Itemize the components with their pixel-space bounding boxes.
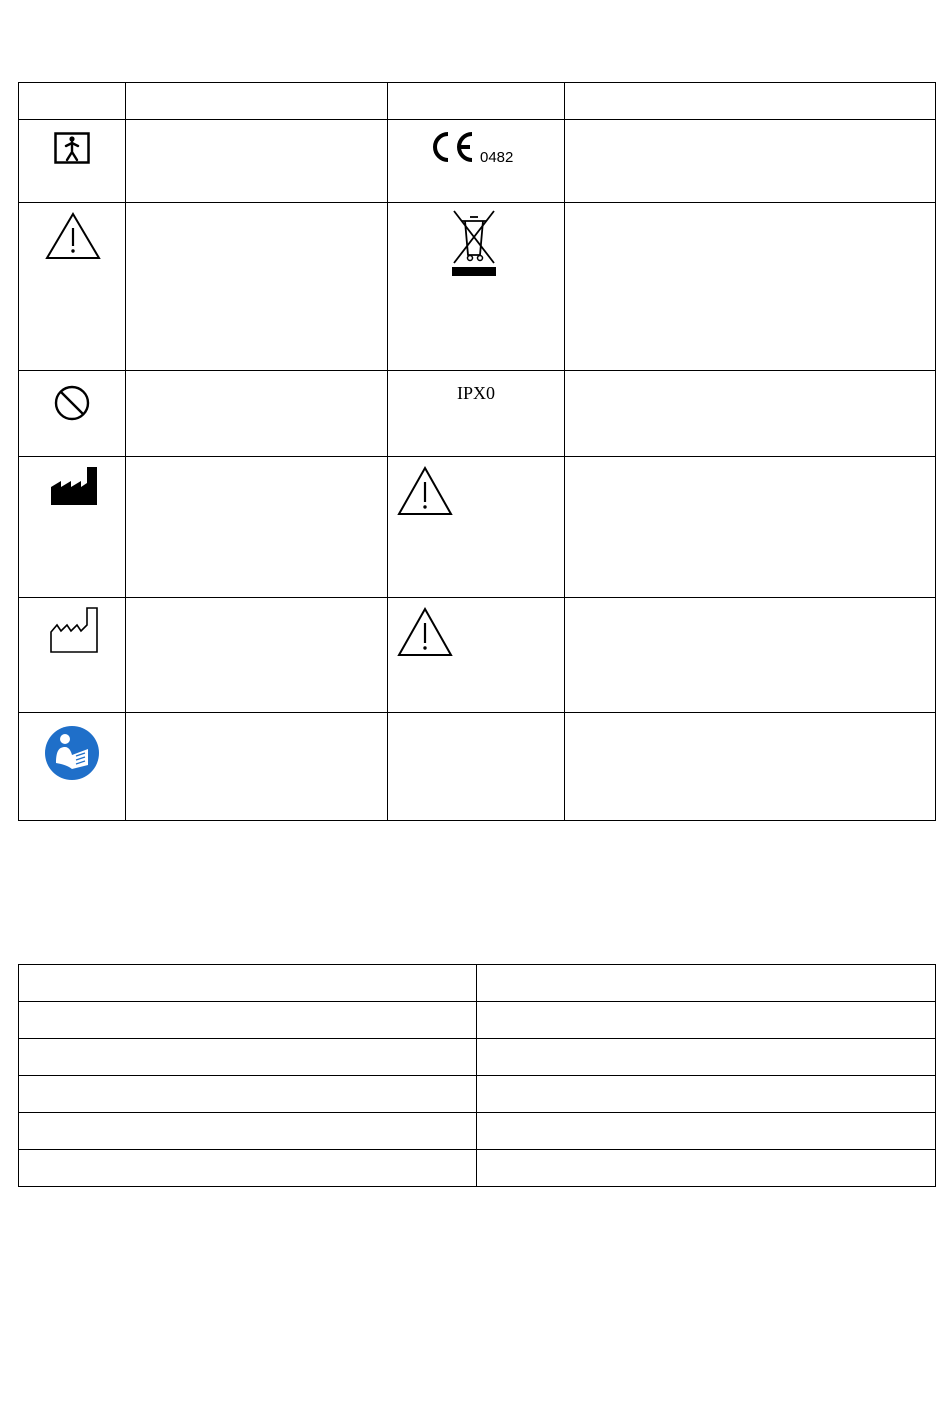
manufacturer-icon (49, 465, 99, 507)
spec-value-cell (477, 1150, 936, 1187)
symbol-cell (19, 371, 126, 457)
description-cell (565, 120, 936, 203)
prohibition-icon (52, 383, 92, 423)
table-row (19, 1113, 936, 1150)
table-row (19, 1150, 936, 1187)
description-cell (565, 598, 936, 713)
spec-value-cell (477, 1113, 936, 1150)
symbol-cell (388, 713, 565, 821)
symbol-cell (388, 598, 565, 713)
symbol-cell (388, 457, 565, 598)
symbols-table (18, 82, 936, 821)
table-row (19, 1076, 936, 1113)
ce-mark-icon (428, 130, 528, 166)
spec-label-cell (19, 1113, 477, 1150)
warning-icon (396, 606, 454, 658)
symbol-cell (19, 713, 126, 821)
symbol-cell (388, 203, 565, 371)
warning-icon (396, 465, 454, 517)
spec-value-cell (477, 1039, 936, 1076)
refer-to-manual-icon (44, 725, 100, 781)
header-cell (126, 83, 388, 120)
description-cell (565, 203, 936, 371)
table-row (19, 713, 936, 821)
spec-value-cell (477, 1076, 936, 1113)
table-row (19, 965, 936, 1002)
description-cell (565, 457, 936, 598)
spec-label-cell (19, 1150, 477, 1187)
ce-number: 0482 (480, 149, 514, 166)
type-bf-applied-part-icon (54, 132, 90, 164)
description-cell (126, 457, 388, 598)
table-row (19, 1002, 936, 1039)
symbol-cell (19, 457, 126, 598)
symbol-cell (19, 203, 126, 371)
spec-label-cell (19, 1076, 477, 1113)
symbol-cell (19, 120, 126, 203)
table-header-row (19, 83, 936, 120)
description-cell (126, 713, 388, 821)
weee-crossed-bin-icon (448, 209, 500, 279)
description-cell (565, 371, 936, 457)
table-row (19, 203, 936, 371)
symbol-cell (19, 598, 126, 713)
table-row (19, 457, 936, 598)
header-cell (388, 83, 565, 120)
spec-label-cell (19, 1002, 477, 1039)
description-cell (126, 203, 388, 371)
description-cell (126, 120, 388, 203)
date-of-manufacture-icon (49, 606, 99, 654)
warning-icon (44, 211, 102, 261)
symbol-cell (388, 120, 565, 203)
table-row (19, 371, 936, 457)
description-cell (565, 713, 936, 821)
table-row (19, 1039, 936, 1076)
description-cell (126, 598, 388, 713)
ip-rating-label: IPX0 (456, 383, 495, 403)
spec-value-cell (477, 965, 936, 1002)
table-row (19, 598, 936, 713)
spec-label-cell (19, 1039, 477, 1076)
spec-table (18, 964, 936, 1187)
table-row (19, 120, 936, 203)
description-cell (126, 371, 388, 457)
spec-value-cell (477, 1002, 936, 1039)
spec-label-cell (19, 965, 477, 1002)
header-cell (565, 83, 936, 120)
symbol-cell (388, 371, 565, 457)
header-cell (19, 83, 126, 120)
